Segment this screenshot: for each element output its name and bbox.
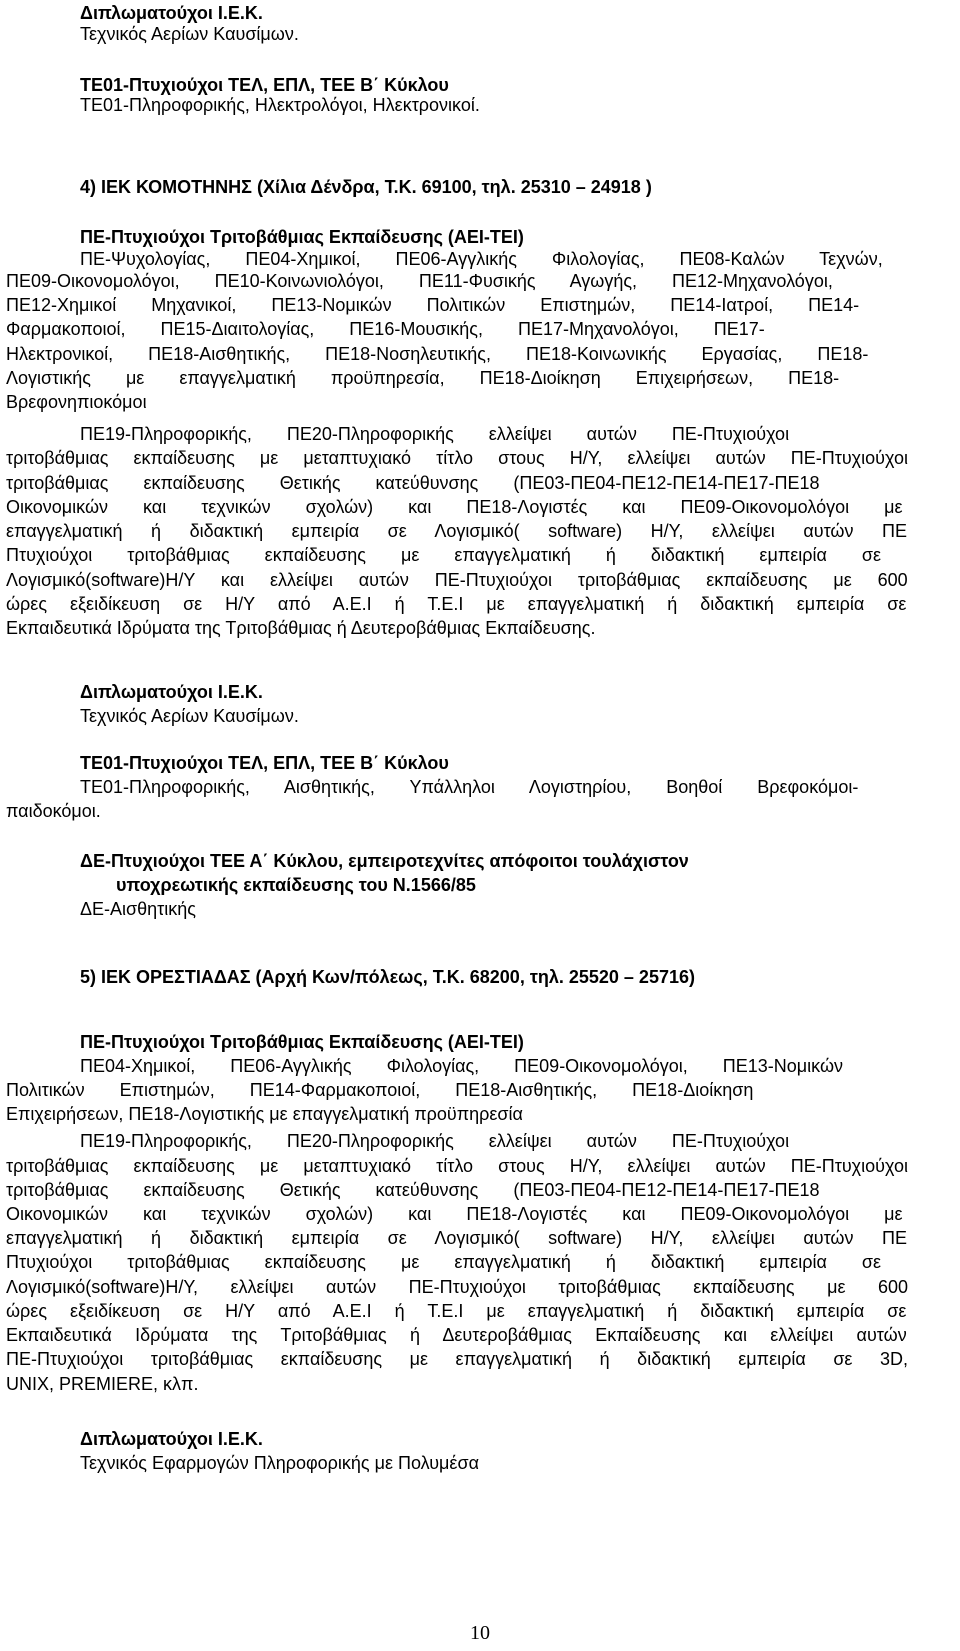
heading-line: 5) ΙΕΚ ΟΡΕΣΤΙΑΔΑΣ (Αρχή Κων/πόλεως, Τ.Κ. 68200, τηλ. 25520 – 25716)	[80, 967, 695, 987]
text-line: Οικονομικών και τεχνικών σχολών) και ΠΕ18-Λογιστές και ΠΕ09-Οικονομολόγοι με	[6, 1204, 903, 1224]
heading-line: 4) ΙΕΚ ΚΟΜΟΤΗΝΗΣ (Χίλια Δένδρα, Τ.Κ. 69100, τηλ. 25310 – 24918 )	[80, 177, 652, 197]
text-line: ΠΕ19-Πληροφορικής, ΠΕ20-Πληροφορικής ελλείψει αυτών ΠΕ-Πτυχιούχοι	[80, 1131, 790, 1151]
text-line: Λογισμικό(software)Η/Υ και ελλείψει αυτών ΠΕ-Πτυχιούχοι τριτοβάθμιας εκπαίδευσης με 600	[6, 570, 908, 590]
text-line: ώρες εξειδίκευση σε Η/Υ από Α.Ε.Ι ή Τ.Ε.Ι με επαγγελματική ή διδακτική εμπειρία σε	[6, 1301, 907, 1321]
heading-line: ΤΕ01-Πτυχιούχοι ΤΕΛ, ΕΠΛ, ΤΕΕ Β΄ Κύκλου	[80, 753, 449, 773]
text-line: Πτυχιούχοι τριτοβάθμιας εκπαίδευσης με επαγγελματική ή διδακτική εμπειρία σε	[6, 1252, 882, 1272]
text-line: ΠΕ09-Οικονομολόγοι, ΠΕ10-Κοινωνιολόγοι, ΠΕ11-Φυσικής Αγωγής, ΠΕ12-Μηχανολόγοι,	[6, 271, 833, 291]
text-line: UNIX, PREMIERE, κλπ.	[6, 1374, 199, 1394]
text-line: Τεχνικός Εφαρμογών Πληροφορικής με Πολυμέσα	[80, 1453, 479, 1473]
text-line: τριτοβάθμιας εκπαίδευσης με μεταπτυχιακό τίτλο στους Η/Υ, ελλείψει αυτών ΠΕ-Πτυχιούχοι	[6, 1156, 908, 1176]
text-line: Πολιτικών Επιστημών, ΠΕ14-Φαρμακοποιοί, ΠΕ18-Αισθητικής, ΠΕ18-Διοίκηση	[6, 1080, 754, 1100]
text-line: επαγγελματική ή διδακτική εμπειρία σε Λογισμικό( software) Η/Υ, ελλείψει αυτών ΠΕ	[6, 1228, 908, 1248]
heading-line: υποχρεωτικής εκπαίδευσης του Ν.1566/85	[116, 875, 476, 895]
text-line: Τεχνικός Αερίων Καυσίμων.	[80, 24, 299, 44]
text-line: ώρες εξειδίκευση σε Η/Υ από Α.Ε.Ι ή Τ.Ε.Ι με επαγγελματική ή διδακτική εμπειρία σε	[6, 594, 907, 614]
text-line: παιδοκόμοι.	[6, 801, 101, 821]
page-number: 10	[470, 1622, 490, 1644]
text-line: Τεχνικός Αερίων Καυσίμων.	[80, 706, 299, 726]
text-line: ΠΕ-Ψυχολογίας, ΠΕ04-Χημικοί, ΠΕ06-Αγγλικής Φιλολογίας, ΠΕ08-Καλών Τεχνών,	[80, 249, 883, 269]
heading-line: Διπλωματούχοι Ι.Ε.Κ.	[80, 1429, 263, 1449]
text-line: ΤΕ01-Πληροφορικής, Αισθητικής, Υπάλληλοι Λογιστηρίου, Βοηθοί Βρεφοκόμοι-	[80, 777, 859, 797]
text-line: ΠΕ19-Πληροφορικής, ΠΕ20-Πληροφορικής ελλείψει αυτών ΠΕ-Πτυχιούχοι	[80, 424, 790, 444]
heading-line: ΤΕ01-Πτυχιούχοι ΤΕΛ, ΕΠΛ, ΤΕΕ Β΄ Κύκλου	[80, 75, 449, 95]
text-line: Ηλεκτρονικοί, ΠΕ18-Αισθητικής, ΠΕ18-Νοσηλευτικής, ΠΕ18-Κοινωνικής Εργασίας, ΠΕ18-	[6, 344, 869, 364]
heading-line: Διπλωματούχοι Ι.Ε.Κ.	[80, 682, 263, 702]
text-line: Πτυχιούχοι τριτοβάθμιας εκπαίδευσης με επαγγελματική ή διδακτική εμπειρία σε	[6, 545, 882, 565]
text-line: ΠΕ04-Χημικοί, ΠΕ06-Αγγλικής Φιλολογίας, ΠΕ09-Οικονομολόγοι, ΠΕ13-Νομικών	[80, 1056, 844, 1076]
text-line: Λογισμικό(software)Η/Υ, ελλείψει αυτών ΠΕ-Πτυχιούχοι τριτοβάθμιας εκπαίδευσης με 600	[6, 1277, 909, 1297]
text-line: ΠΕ-Πτυχιούχοι τριτοβάθμιας εκπαίδευσης με επαγγελματική ή διδακτική εμπειρία σε 3D,	[6, 1349, 909, 1369]
text-line: τριτοβάθμιας εκπαίδευσης Θετικής κατεύθυνσης (ΠΕ03-ΠΕ04-ΠΕ12-ΠΕ14-ΠΕ17-ΠΕ18	[6, 473, 820, 493]
text-line: Φαρμακοποιοί, ΠΕ15-Διαιτολογίας, ΠΕ16-Μουσικής, ΠΕ17-Μηχανολόγοι, ΠΕ17-	[6, 319, 765, 339]
heading-line: ΠΕ-Πτυχιούχοι Τριτοβάθμιας Εκπαίδευσης (ΑΕΙ-ΤΕΙ)	[80, 227, 524, 247]
text-line: ΤΕ01-Πληροφορικής, Ηλεκτρολόγοι, Ηλεκτρονικοί.	[80, 95, 480, 115]
text-line: Εκπαιδευτικά Ιδρύματα της Τριτοβάθμιας ή Δευτεροβάθμιας Εκπαίδευσης και ελλείψει αυτών	[6, 1325, 907, 1345]
text-line: τριτοβάθμιας εκπαίδευσης με μεταπτυχιακό τίτλο στους Η/Υ, ελλείψει αυτών ΠΕ-Πτυχιούχοι	[6, 448, 908, 468]
text-line: Λογιστικής με επαγγελματική προϋπηρεσία, ΠΕ18-Διοίκηση Επιχειρήσεων, ΠΕ18-	[6, 368, 840, 388]
text-line: ΠΕ12-Χημικοί Μηχανικοί, ΠΕ13-Νομικών Πολιτικών Επιστημών, ΠΕ14-Ιατροί, ΠΕ14-	[6, 295, 860, 315]
text-line: Εκπαιδευτικά Ιδρύματα της Τριτοβάθμιας ή Δευτεροβάθμιας Εκπαίδευσης.	[6, 618, 596, 638]
heading-line: Διπλωματούχοι Ι.Ε.Κ.	[80, 3, 263, 23]
text-line: Βρεφονηπιοκόμοι	[6, 392, 147, 412]
text-line: Οικονομικών και τεχνικών σχολών) και ΠΕ18-Λογιστές και ΠΕ09-Οικονομολόγοι με	[6, 497, 903, 517]
text-line: τριτοβάθμιας εκπαίδευσης Θετικής κατεύθυνσης (ΠΕ03-ΠΕ04-ΠΕ12-ΠΕ14-ΠΕ17-ΠΕ18	[6, 1180, 820, 1200]
text-line: ΔΕ-Αισθητικής	[80, 899, 196, 919]
heading-line: ΠΕ-Πτυχιούχοι Τριτοβάθμιας Εκπαίδευσης (ΑΕΙ-ΤΕΙ)	[80, 1032, 524, 1052]
text-line: επαγγελματική ή διδακτική εμπειρία σε Λογισμικό( software) Η/Υ, ελλείψει αυτών ΠΕ	[6, 521, 908, 541]
heading-line: ΔΕ-Πτυχιούχοι ΤΕΕ Α΄ Κύκλου, εμπειροτεχνίτες απόφοιτοι τουλάχιστον	[80, 851, 689, 871]
text-line: Επιχειρήσεων, ΠΕ18-Λογιστικής με επαγγελματική προϋπηρεσία	[6, 1104, 523, 1124]
